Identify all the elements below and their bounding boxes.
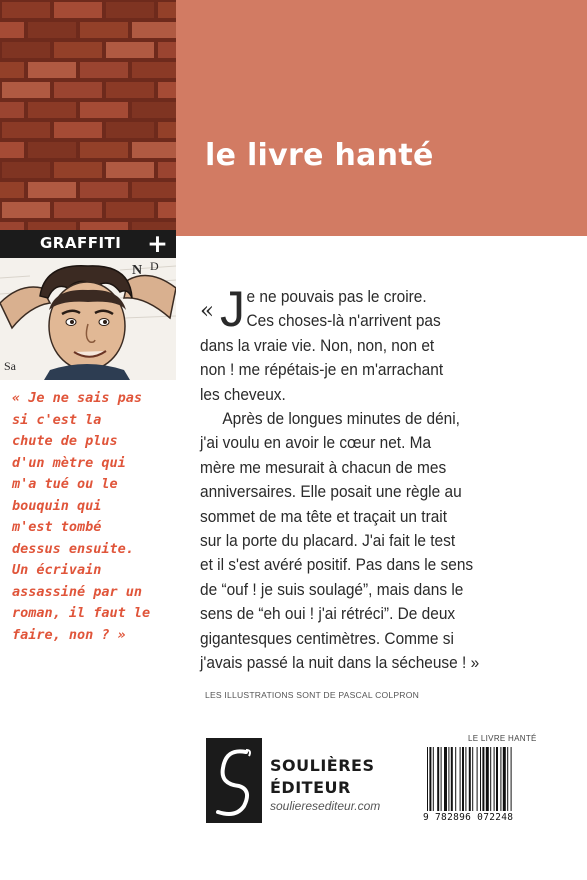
- barcode-bar: [507, 747, 508, 811]
- publisher-name-line1: SOULIÈRES: [270, 756, 375, 775]
- side-quote-line: faire, non ? »: [12, 626, 126, 643]
- brick: [158, 42, 176, 58]
- barcode-bar: [482, 747, 484, 811]
- brick: [158, 122, 176, 138]
- brick: [158, 2, 176, 18]
- barcode-bar: [462, 747, 464, 811]
- excerpt-line: non ! me répétais-je en m'arrachant: [200, 360, 444, 380]
- barcode-bar: [455, 747, 456, 811]
- excerpt-line: Ces choses-là n'arrivent pas: [246, 311, 441, 331]
- brick: [54, 202, 102, 218]
- excerpt-line: les cheveux.: [200, 384, 286, 404]
- brick: [132, 102, 176, 118]
- excerpt-line: gigantesques centimètres. Comme si: [200, 628, 454, 648]
- side-quote-line: Un écrivain: [12, 562, 102, 578]
- excerpt-line: sur la porte du placard. J'ai fait le test: [200, 531, 456, 551]
- excerpt-line: Après de longues minutes de déni,: [222, 409, 460, 429]
- brick: [132, 182, 176, 198]
- side-quote-line: m'est tombé: [12, 519, 102, 535]
- brick: [0, 22, 24, 38]
- barcode-bar: [433, 747, 434, 811]
- publisher-name-line2: ÉDITEUR: [270, 778, 351, 797]
- brick: [80, 22, 128, 38]
- barcode-bar: [469, 747, 471, 811]
- barcode-bar: [437, 747, 439, 811]
- illustration-credits: LES ILLUSTRATIONS SONT DE PASCAL COLPRON: [205, 690, 419, 700]
- side-quote-line: roman, il faut le: [12, 605, 151, 621]
- brick: [28, 142, 76, 158]
- book-title: le livre hanté: [205, 138, 434, 173]
- publisher-url: soulieresediteur.com: [270, 799, 381, 813]
- brick: [80, 62, 128, 78]
- barcode-bar: [486, 747, 489, 811]
- excerpt-line: et il s'est avéré positif. Pas dans le sens: [200, 555, 474, 575]
- brick: [2, 42, 50, 58]
- svg-text:N: N: [132, 263, 143, 278]
- excerpt-line: sommet de ma tête et traçait un trait: [200, 506, 448, 526]
- series-label: GRAFFITI: [40, 234, 122, 252]
- brick: [80, 182, 128, 198]
- side-quote-line: si c'est la: [12, 411, 102, 428]
- brick: [2, 202, 50, 218]
- boy-drawing: [0, 258, 176, 380]
- open-quote-mark: «: [200, 298, 215, 324]
- brick: [158, 202, 176, 218]
- brick: [0, 102, 24, 118]
- brick: [106, 2, 154, 18]
- plus-icon: +: [147, 229, 168, 258]
- brick: [106, 162, 154, 178]
- barcode-bar: [427, 747, 428, 811]
- barcode-bar: [494, 747, 495, 811]
- side-quote-line: m'a tué ou le: [12, 476, 118, 492]
- brick: [0, 62, 24, 78]
- brick: [106, 42, 154, 58]
- brick: [2, 82, 50, 98]
- barcode-bar: [448, 747, 449, 811]
- brick: [54, 82, 102, 98]
- excerpt-line: sens de “eh oui ! j'ai rétréci”. De deux: [200, 604, 456, 624]
- brick: [54, 122, 102, 138]
- title-panel: [176, 0, 587, 236]
- barcode-bar: [444, 747, 447, 811]
- side-quote-line: dessus ensuite.: [12, 540, 134, 557]
- brick: [54, 2, 102, 18]
- barcode-digits: 9 782896 072248: [423, 812, 514, 823]
- brick: [54, 42, 102, 58]
- barcode-bar: [503, 747, 506, 811]
- side-quote-line: chute de plus: [12, 433, 118, 449]
- excerpt-line: dans la vraie vie. Non, non, non et: [200, 335, 435, 355]
- brick: [28, 22, 76, 38]
- barcode-bar: [460, 747, 461, 811]
- barcode-bar: [451, 747, 453, 811]
- brick: [28, 62, 76, 78]
- excerpt-text: [200, 281, 553, 676]
- brick: [106, 122, 154, 138]
- barcode-bar: [496, 747, 498, 811]
- barcode-bar: [429, 747, 431, 811]
- series-bar: [0, 230, 176, 258]
- barcode-bar: [477, 747, 478, 811]
- brick: [132, 22, 176, 38]
- publisher-name: [270, 755, 374, 799]
- excerpt-line: anniversaires. Elle posait une règle au: [200, 482, 462, 502]
- brick: [2, 2, 50, 18]
- excerpt-line: e ne pouvais pas le croire.: [246, 287, 427, 306]
- brick: [0, 142, 24, 158]
- brick: [80, 142, 128, 158]
- boy-illustration: [0, 258, 176, 380]
- excerpt-line: mère me mesurait à chacun de mes: [200, 457, 447, 477]
- brick-wall-image: [0, 0, 176, 236]
- barcode-bar: [490, 747, 491, 811]
- side-quote-line: assassiné par un: [12, 583, 143, 600]
- side-quote-line: « Je ne sais pas: [12, 390, 143, 406]
- excerpt-line: j'ai voulu en avoir le cœur net. Ma: [200, 433, 432, 453]
- dropcap-letter: J: [220, 281, 245, 337]
- swirl-s-logo-icon: [206, 738, 262, 823]
- brick: [132, 142, 176, 158]
- barcode-bar: [480, 747, 481, 811]
- svg-text:D: D: [150, 259, 159, 273]
- brick: [132, 62, 176, 78]
- brick-pattern: [0, 0, 176, 236]
- brick: [54, 162, 102, 178]
- brick: [80, 102, 128, 118]
- side-quote: [12, 388, 176, 646]
- barcode-title: LE LIVRE HANTÉ: [468, 734, 537, 743]
- brick: [106, 202, 154, 218]
- brick: [2, 162, 50, 178]
- side-quote-line: d'un mètre qui: [12, 454, 126, 471]
- brick: [28, 182, 76, 198]
- barcode-bar: [500, 747, 501, 811]
- barcode-bar: [441, 747, 442, 811]
- barcode-bar: [511, 747, 512, 811]
- side-quote-line: bouquin qui: [12, 497, 102, 514]
- barcode-bar: [465, 747, 466, 811]
- excerpt-line: j'avais passé la nuit dans la sécheuse ! »: [200, 653, 480, 673]
- brick: [28, 102, 76, 118]
- brick: [2, 122, 50, 138]
- excerpt-line: de “ouf ! je suis soulagé”, mais dans le: [200, 579, 464, 599]
- publisher-logo: [206, 738, 262, 823]
- brick: [0, 182, 24, 198]
- brick: [106, 82, 154, 98]
- brick: [158, 162, 176, 178]
- barcode-bars: [421, 743, 533, 813]
- barcode-bar: [472, 747, 473, 811]
- brick: [158, 82, 176, 98]
- svg-text:Sa: Sa: [4, 359, 16, 373]
